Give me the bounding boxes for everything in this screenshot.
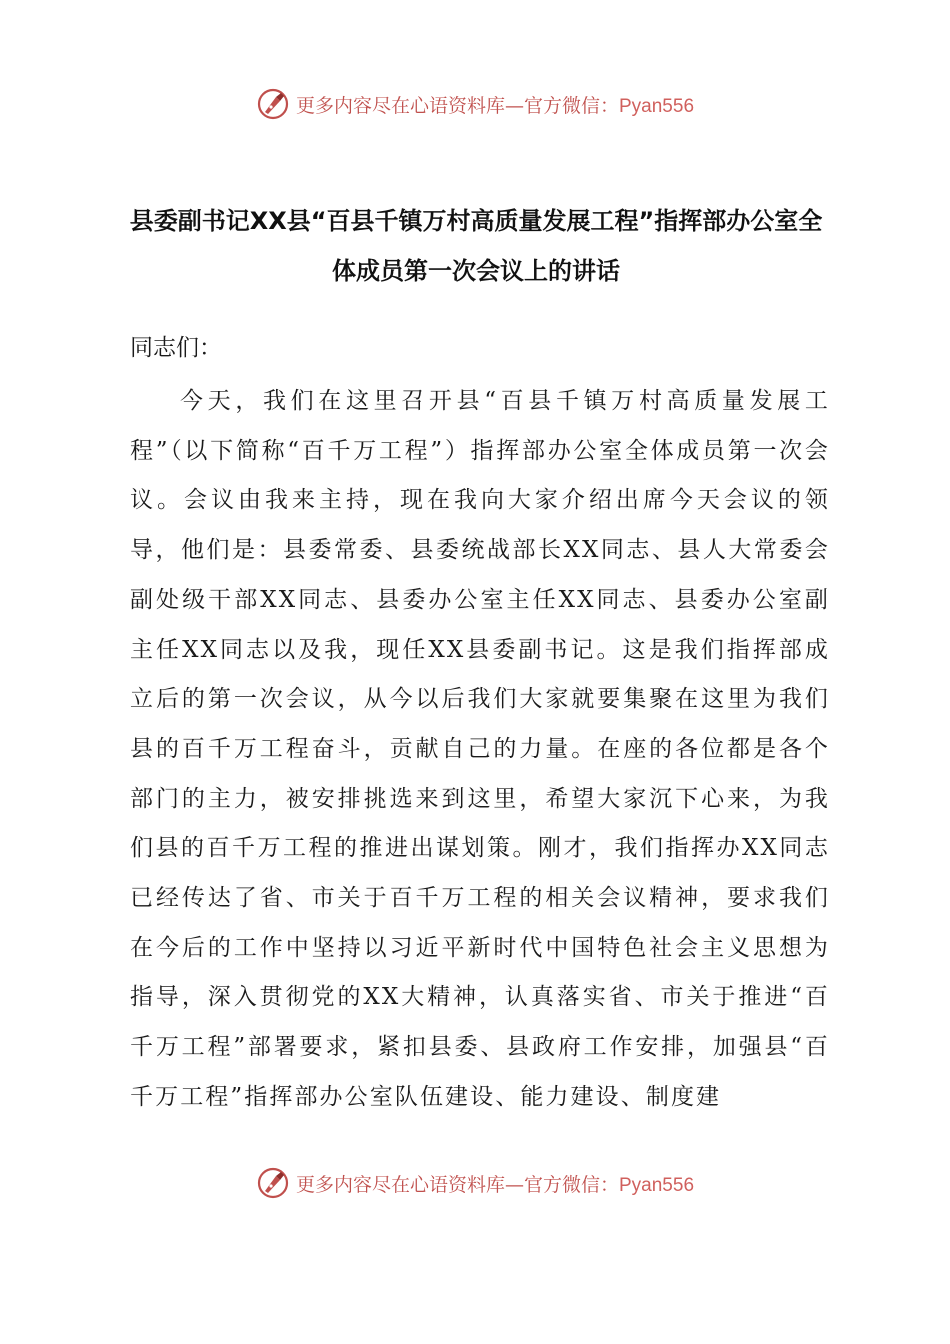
banner-wechat-id: Pyan556: [619, 95, 695, 117]
banner-text: [296, 1170, 694, 1197]
banner-wechat-id: Pyan556: [619, 1174, 695, 1196]
pen-nib-logo-icon: [256, 1166, 290, 1200]
banner-text: [296, 91, 694, 118]
banner-promo-text: 更多内容尽在心语资料库—官方微信：: [295, 94, 619, 117]
pen-nib-logo-icon: [256, 87, 290, 121]
banner-promo-text: 更多内容尽在心语资料库—官方微信：: [295, 1173, 619, 1196]
body-paragraph: 今天，我们在这里召开县“百县千镇万村高质量发展工程”（以下简称“百千万工程”）指挥部办公室全体成员第一次会议。会议由我来主持，现在我向大家介绍出席今天会议的领导，他们是：县委常委、县委统战部长XX同志、县人大常委会副处级干部XX同志、县委办公室主任XX同志、县委办公室副主任XX同志以及我，现任XX县委副书记。这是我们指挥部成立后的第一次会议，从今以后我们大家就要集聚在这里为我们县的百千万工程奋斗，贡献自己的力量。在座的各位都是各个部门的主力，被安排挑选来到这里，希望大家沉下心来，为我们县的百千万工程的推进出谋划策。刚才，我们指挥办XX同志已经传达了省、市关于百千万工程的相关会议精神，要求我们在今后的工作中坚持以习近平新时代中国特色社会主义思想为指导，深入贯彻党的XX大精神，认真落实省、市关于推进“百千万工程”部署要求，紧扣县委、县政府工作安排，加强县“百千万工程”指挥部办公室队伍建设、能力建设、制度建: [130, 388, 830, 1110]
header-watermark-banner: [0, 84, 950, 124]
footer-watermark-banner: [0, 1163, 950, 1203]
salutation: 同志们：: [130, 335, 222, 361]
page-title: 县委副书记XX县“百县千镇万村高质量发展工程”指挥部办公室全体成员第一次会议上的讲话: [129, 207, 823, 285]
